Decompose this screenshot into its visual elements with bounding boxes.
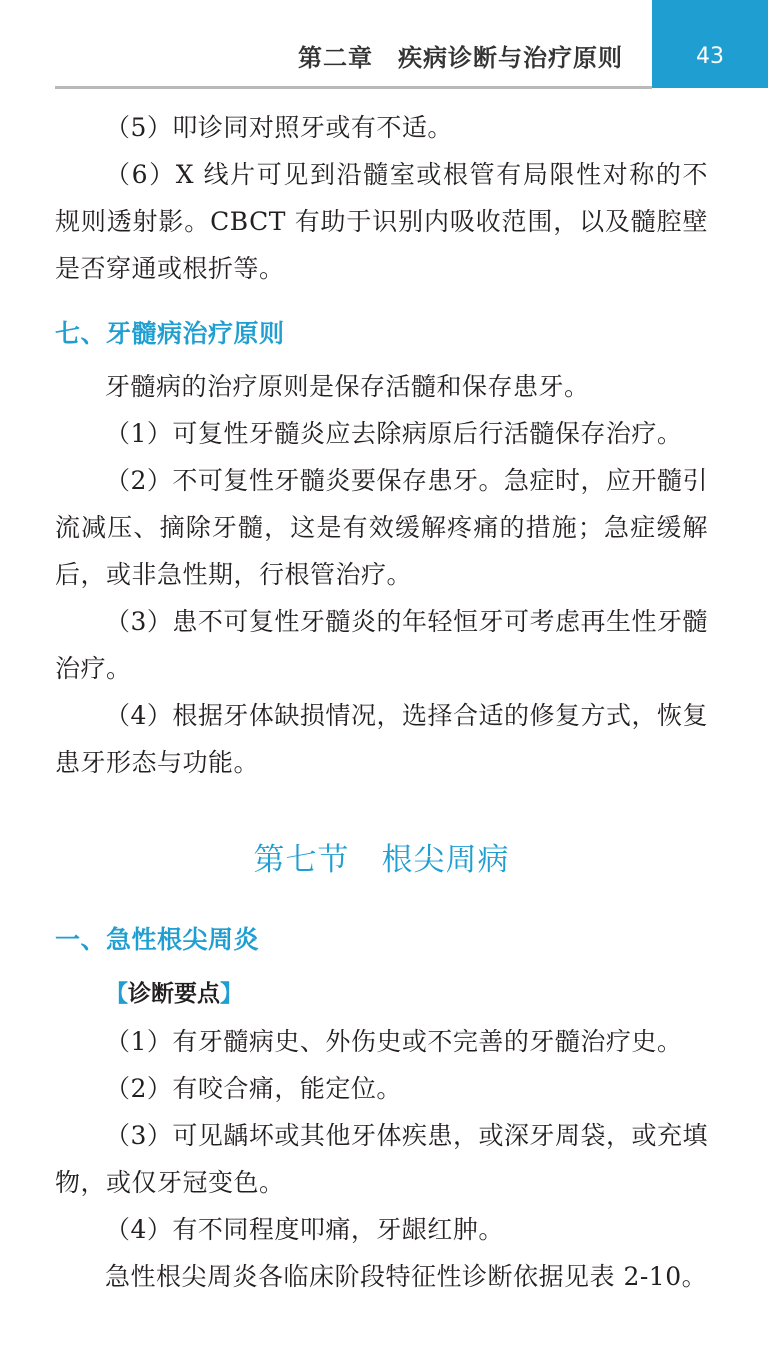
header-divider: [55, 86, 652, 89]
label-bracket-open: 【: [105, 981, 128, 1007]
page-header: [0, 0, 768, 90]
subheading: 七、牙髓病治疗原则: [55, 319, 285, 348]
label-heading: [105, 971, 708, 1018]
paragraph: （6）X 线片可见到沿髓室或根管有局限性对称的不规则透射影。CBCT 有助于识别内吸收范围，以及髓腔壁是否穿通或根折等。: [55, 160, 708, 283]
page-body: [55, 104, 708, 1300]
paragraph: 急性根尖周炎各临床阶段特征性诊断依据见表 2-10。: [105, 1262, 708, 1291]
paragraph: （4）根据牙体缺损情况，选择合适的修复方式，恢复患牙形态与功能。: [55, 701, 708, 777]
paragraph: （4）有不同程度叩痛，牙龈红肿。: [105, 1215, 504, 1244]
paragraph: （2）有咬合痛，能定位。: [105, 1074, 402, 1103]
page-number: 43: [696, 44, 724, 69]
subheading: 一、急性根尖周炎: [55, 925, 260, 954]
label-bracket-close: 】: [220, 981, 243, 1007]
paragraph: （5）叩诊同对照牙或有不适。: [105, 113, 453, 142]
label-text: 诊断要点: [128, 981, 220, 1007]
paragraph: （3）可见龋坏或其他牙体疾患，或深牙周袋，或充填物，或仅牙冠变色。: [55, 1121, 708, 1197]
page-number-box: [652, 0, 768, 88]
chapter-title: 第二章 疾病诊断与治疗原则: [298, 44, 623, 72]
paragraph: 牙髓病的治疗原则是保存活髓和保存患牙。: [105, 372, 590, 401]
paragraph: （2）不可复性牙髓炎要保存患牙。急症时，应开髓引流减压、摘除牙髓，这是有效缓解疼痛的措施；急症缓解后，或非急性期，行根管治疗。: [55, 466, 708, 589]
paragraph: （1）有牙髓病史、外伤史或不完善的牙髓治疗史。: [105, 1027, 683, 1056]
paragraph: （1）可复性牙髓炎应去除病原后行活髓保存治疗。: [105, 419, 683, 448]
section-title: 第七节 根尖周病: [253, 842, 510, 878]
paragraph: （3）患不可复性牙髓炎的年轻恒牙可考虑再生性牙髓治疗。: [55, 607, 708, 683]
